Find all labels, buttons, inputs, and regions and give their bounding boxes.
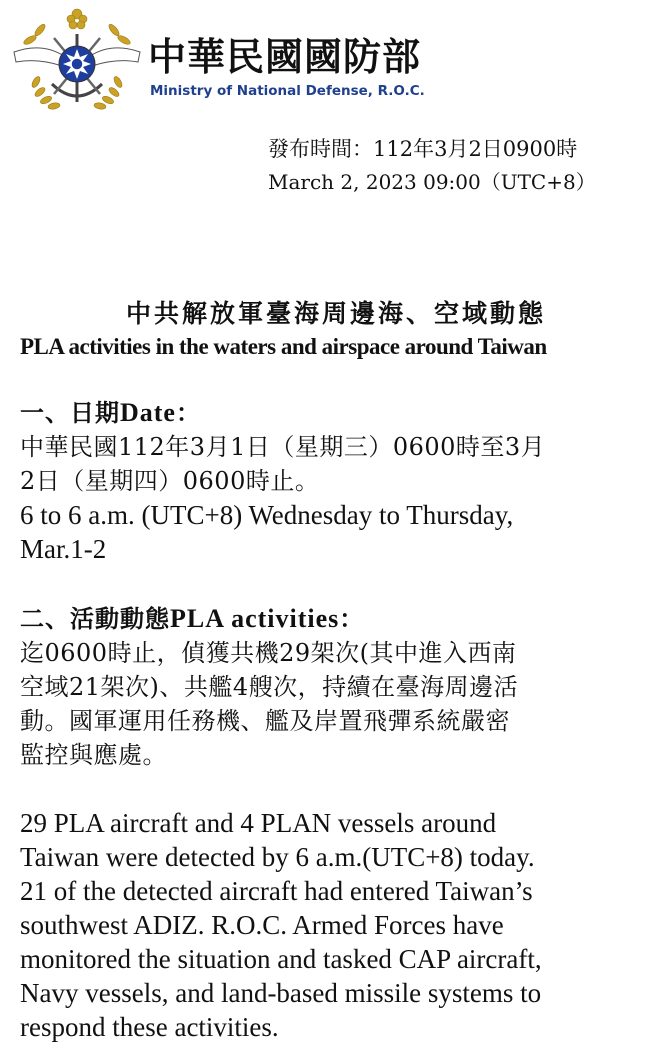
mnd-emblem-icon	[2, 4, 152, 122]
date-heading-zh: 一、日期	[20, 398, 120, 427]
release-time-zh: 發布時間：112年3月2日0900時	[268, 137, 578, 161]
activity-heading-colon: ：	[339, 604, 365, 633]
document-title-en: PLA activities in the waters and airspace around Taiwan	[20, 334, 547, 359]
activity-en-line: Navy vessels, and land-based missile systems to	[20, 978, 542, 1008]
date-body-zh	[20, 430, 660, 498]
activity-en-line: respond these activities.	[20, 1012, 279, 1042]
date-heading-colon: ：	[175, 398, 201, 427]
date-zh-line: 2日（星期四）0600時止。	[20, 467, 320, 495]
org-name-en: Ministry of National Defense, R.O.C.	[150, 83, 425, 99]
activity-en-line: Taiwan were detected by 6 a.m.(UTC+8) today.	[20, 842, 535, 872]
org-name-zh: 中華民國國防部	[148, 35, 422, 79]
activity-heading-en: PLA activities	[170, 604, 340, 633]
activity-body-zh	[20, 636, 660, 772]
activity-en-line: southwest ADIZ. R.O.C. Armed Forces have	[20, 910, 504, 940]
activity-zh-line: 監控與應處。	[20, 741, 167, 769]
date-zh-line: 中華民國112年3月1日（星期三）0600時至3月	[20, 433, 546, 461]
date-heading-en: Date	[120, 398, 176, 427]
document-title-zh: 中共解放軍臺海周邊海、空域動態	[125, 299, 546, 328]
date-en-line: 6 to 6 a.m. (UTC+8) Wednesday to Thursday,	[20, 500, 514, 530]
activity-zh-line: 動。國軍運用任務機、艦及岸置飛彈系統嚴密	[20, 707, 510, 735]
activity-heading-zh: 二、活動動態	[20, 604, 170, 633]
activity-zh-line: 迄0600時止，偵獲共機29架次(其中進入西南	[20, 639, 517, 667]
activity-zh-line: 空域21架次)、共艦4艘次，持續在臺海周邊活	[20, 673, 519, 701]
activity-body-en	[20, 806, 660, 1044]
activity-section	[20, 602, 660, 1044]
date-en-line: Mar.1-2	[20, 534, 107, 564]
activity-en-line: 29 PLA aircraft and 4 PLAN vessels around	[20, 808, 497, 838]
activity-heading	[20, 602, 660, 636]
date-section	[20, 396, 660, 566]
date-body-en	[20, 498, 660, 566]
release-time-en: March 2, 2023 09:00（UTC+8）	[268, 170, 596, 194]
activity-en-line: 21 of the detected aircraft had entered Taiwan’s	[20, 876, 533, 906]
activity-en-line: monitored the situation and tasked CAP aircraft,	[20, 944, 542, 974]
date-heading	[20, 396, 660, 430]
